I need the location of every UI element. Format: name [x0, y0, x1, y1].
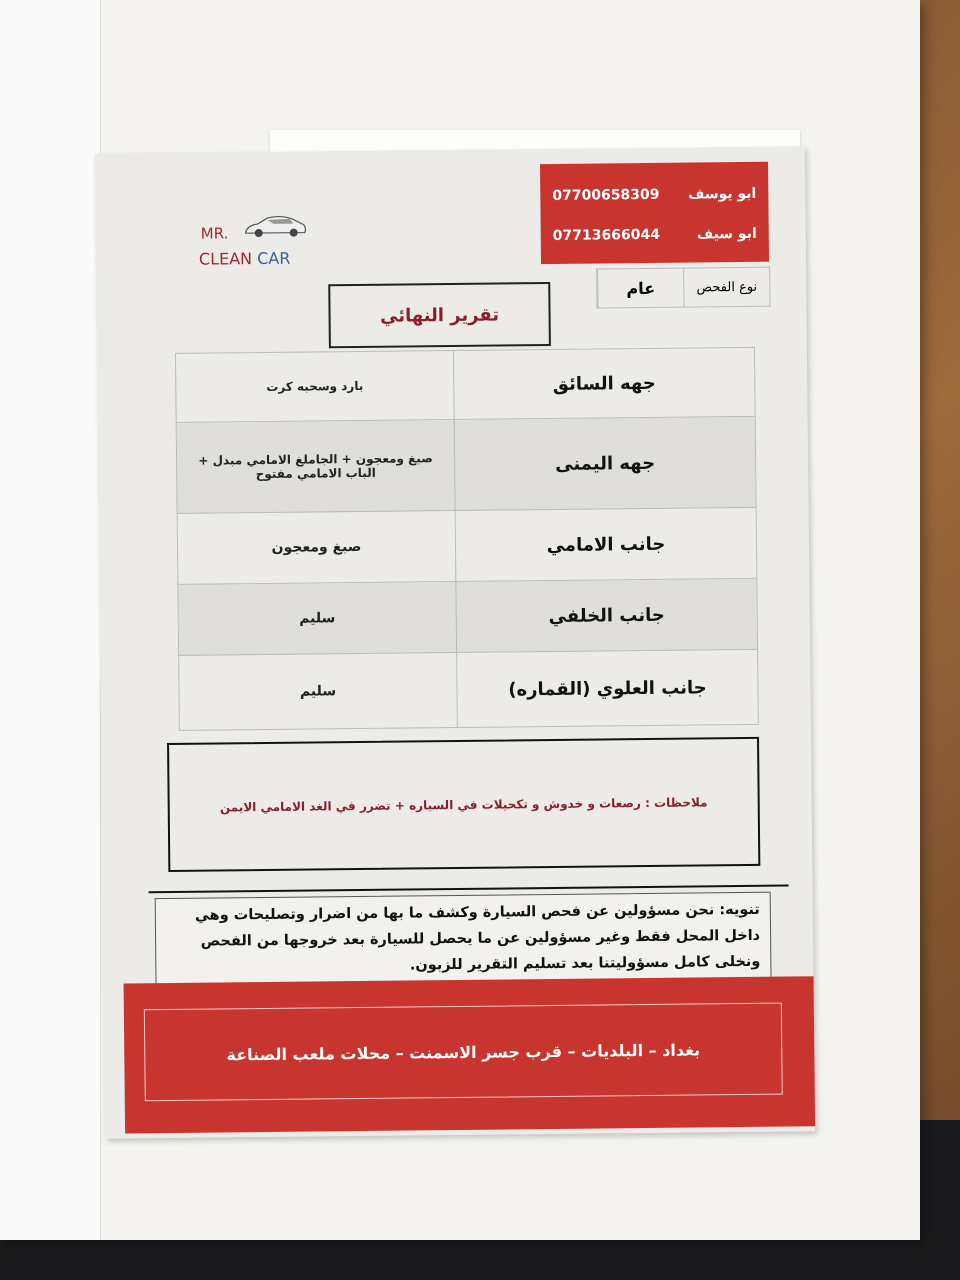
notes-text: ملاحظات : رصعات و خدوش و تكحيلات في السياره + تضرر في الغد الامامي الايمن	[219, 794, 708, 814]
contact-name: ابو يوسف	[688, 185, 757, 203]
inspection-type	[596, 267, 770, 309]
part-name: جانب العلوي (القماره)	[456, 650, 758, 727]
contact-row	[540, 186, 768, 204]
inspection-table	[175, 347, 759, 731]
inspection-type-value: عام	[597, 269, 683, 308]
table-row	[178, 579, 757, 656]
part-status: صبغ ومعجون + الجاملغ الامامي مبدل + الباب الامامي مفتوح	[198, 451, 433, 482]
contact-box	[540, 162, 769, 264]
part-name: جانب الامامي	[455, 508, 757, 581]
inspection-type-label: نوع الفحص	[683, 268, 769, 307]
logo-clean: CLEAN	[198, 249, 253, 269]
part-status: سليم	[299, 683, 337, 700]
part-name: جانب الخلفي	[455, 579, 757, 652]
part-name: جهه السائق	[453, 348, 755, 419]
part-status: صبغ ومعجون	[271, 538, 362, 556]
part-status: سليم	[299, 610, 336, 627]
address-footer	[124, 976, 816, 1133]
contact-row	[541, 226, 769, 244]
table-row	[177, 417, 756, 514]
logo-name	[199, 249, 291, 269]
part-name: جهه اليمنى	[454, 417, 756, 510]
contact-name: ابو سيف	[696, 225, 757, 243]
logo-mr: MR.	[200, 224, 229, 243]
notes-box	[167, 737, 760, 872]
contact-phone: 07700658309	[552, 186, 660, 204]
contact-phone: 07713666044	[552, 226, 660, 244]
car-icon	[243, 212, 307, 241]
table-row	[178, 508, 757, 585]
logo-car-text: CAR	[257, 248, 291, 269]
disclaimer: تنويه: نحن مسؤولين عن فحص السيارة وكشف ما بها من اضرار وتصليحات وهي داخل المحل فقط وغير مسؤولين عن ما يحصل للسيارة بعد خروجها من الفحص ونخلى كامل مسؤوليتنا بعد تسليم التقرير للزبون.	[155, 892, 772, 990]
report-title: تقرير النهائي	[328, 282, 551, 348]
table-row	[179, 650, 758, 730]
inspection-report	[95, 146, 815, 1138]
part-status: بارد وسحبه كرت	[266, 378, 364, 394]
address-box	[144, 1003, 783, 1102]
table-row	[176, 348, 755, 423]
folder-spine	[0, 0, 101, 1240]
address-text: بغداد – البلديات – قرب جسر الاسمنت – محلات ملعب الصناعة	[226, 1039, 701, 1064]
